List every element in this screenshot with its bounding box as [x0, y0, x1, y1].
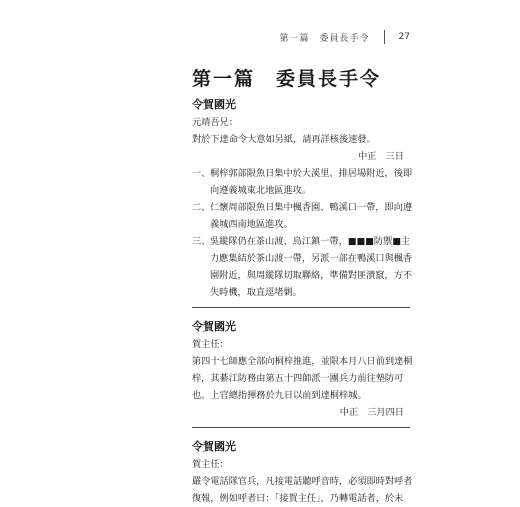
item-line: 力應集結於茶山渡一帶，另派一部在鴨溪口與楓香 — [210, 253, 413, 264]
letter-line: 對於下達命令大意如另紙，請再詳核後速發。 — [192, 134, 376, 145]
running-header — [280, 30, 410, 44]
page-number: 27 — [398, 32, 410, 42]
letter-line: 第四十七師應全部向桐梓推進，並限本月八日前到達桐 — [192, 356, 413, 367]
letter-line: 嚴令電話隊官兵，凡接電話聽呼音時，必須即時對呼者 — [192, 476, 413, 487]
letter-line: 梓，其綦江防務由第五十四師派一團兵力前往墊防可 — [192, 373, 404, 384]
letter-title: 令賀國光 — [192, 320, 236, 333]
letter-separator — [192, 307, 410, 308]
letter-1 — [192, 96, 413, 301]
salutation: 元靖吾兄： — [192, 117, 238, 128]
item-line: 園附近，與周縱隊切取聯絡，準備對匪潰竄，方不 — [210, 270, 413, 281]
signature: 中正 三日 — [358, 151, 404, 162]
item-number: 二、 — [192, 202, 211, 213]
letter-title: 令賀國光 — [192, 440, 236, 453]
letter-line: 也。上官總指揮務於九日以前到達桐梓城。 — [192, 390, 367, 401]
item-line: 仁懷周部限魚日集中楓香園、鴨溪口一帶，即向遵 — [210, 202, 413, 213]
letter-2 — [192, 318, 413, 421]
item-line: 吳縱隊仍在茶山渡、烏江鎮一帶，■■■防禦■主 — [210, 236, 411, 247]
item-line: 義城西南地區進攻。 — [210, 219, 293, 230]
running-header-section: 第一篇 委員長手令 — [279, 33, 370, 44]
order-item-1 — [192, 165, 413, 199]
item-line: 失時機，取直逕堵剿。 — [210, 287, 302, 298]
salutation: 賀主任： — [192, 459, 229, 470]
order-item-3 — [192, 233, 413, 301]
item-number: 一、 — [192, 168, 211, 179]
page-title: 第一篇 委員長手令 — [192, 68, 382, 90]
item-line: 桐梓郭部限魚日集中於大溪里、排居場附近，後即 — [210, 168, 413, 179]
header-divider — [384, 30, 385, 44]
letter-separator — [192, 427, 410, 428]
page-content — [192, 96, 413, 507]
letter-line: 復報，例如呼者曰：「接賀主任」，乃轉電話者，於未 — [192, 493, 404, 504]
order-item-2 — [192, 199, 413, 233]
item-line: 向遵義城東北地區進攻。 — [210, 185, 312, 196]
signature: 中正 三月四日 — [339, 407, 404, 418]
salutation: 賀主任： — [192, 339, 229, 350]
letter-title: 令賀國光 — [192, 98, 236, 111]
letter-3 — [192, 438, 413, 507]
item-number: 三、 — [192, 236, 211, 247]
